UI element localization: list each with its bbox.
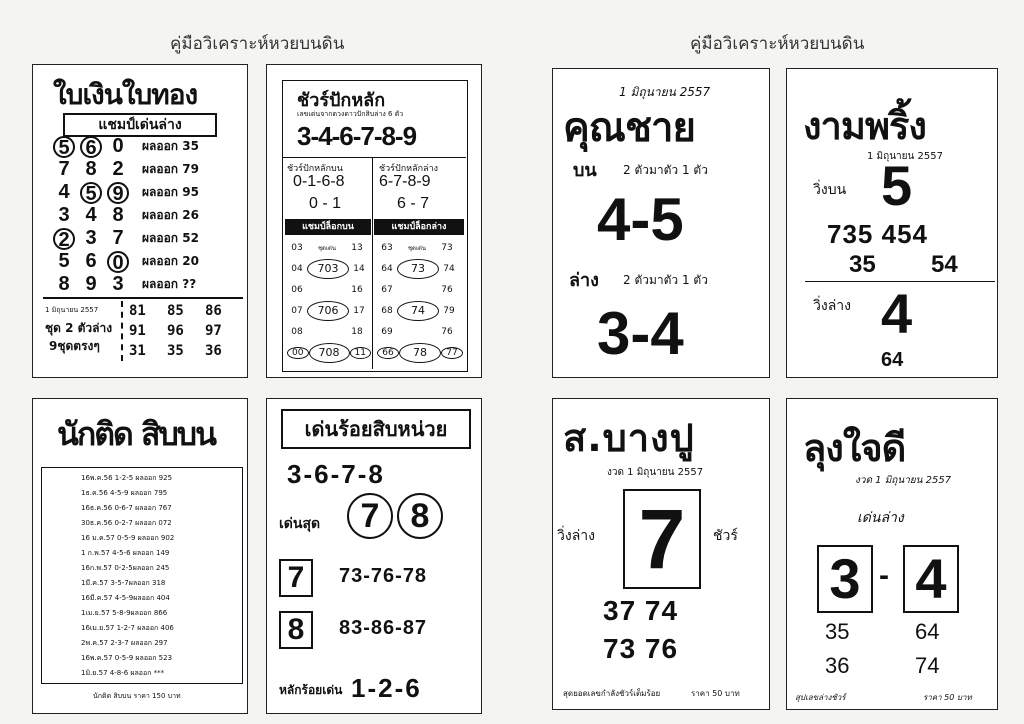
card2-right-cell: 77 [441, 347, 463, 359]
card1-digit: 6 [85, 249, 97, 272]
card2-main-digits: 3-4-6-7-8-9 [297, 121, 417, 151]
card1-grid-cell: 31 [129, 343, 146, 359]
card2-right-header: ชัวร์ปักหลักล่าง [379, 164, 439, 174]
card5-top-label: บน [573, 160, 597, 181]
card-sor-bang-pu [552, 398, 770, 710]
card1-grid-cell: 91 [129, 323, 146, 339]
card7-footer-right: ราคา 50 บาท [691, 689, 740, 698]
card1-digit: 4 [58, 180, 70, 203]
card1-digit: 9 [85, 272, 97, 295]
card8-a2: 64 [915, 619, 940, 644]
card2-subtitle: เลขเด่นจากดวงดาวปักสิบล่าง 6 ตัว [297, 110, 404, 118]
card1-grid-row [123, 301, 247, 321]
card2-left-a: 0-1-6-8 [293, 173, 345, 190]
card1-grid-cell: 97 [205, 323, 222, 339]
card2-right-row [377, 342, 463, 363]
card7-row1: 37 74 [603, 595, 679, 626]
card1-digit: 3 [112, 272, 124, 295]
card5-date: 1 มิถุนายน 2557 [619, 85, 711, 99]
card6-bottom-value: 64 [881, 349, 904, 371]
card1-grid-row [123, 341, 247, 361]
left-page-header: คู่มือวิเคราะห์หวยบนดิน [170, 34, 345, 54]
card4-title: เด่นร้อยสิบหน่วย [281, 409, 471, 449]
card2-left-cell: 08 [291, 326, 303, 337]
card2-right-row [377, 321, 463, 342]
card2-right-a: 6-7-8-9 [379, 173, 431, 190]
card8-title: ลุงใจดี [803, 426, 906, 470]
card6-row-b2: 54 [931, 251, 958, 278]
card1-number-rows [53, 135, 243, 296]
card8-b1: 36 [825, 653, 850, 678]
card1-result-label: ผลออก 95 [142, 185, 199, 199]
card1-digit: 6 [80, 136, 102, 158]
card5-top-note: 2 ตัวมาตัว 1 ตัว [623, 163, 708, 177]
card2-left-cell: 04 [291, 263, 303, 274]
card2-right-b: 6 - 7 [397, 195, 430, 212]
card1-grid-cell: 85 [167, 303, 184, 319]
card7-date: งวด 1 มิถุนายน 2557 [607, 467, 704, 478]
card3-history-row: 16มี.ค.57 4-5-9ผลออก 404 [81, 594, 170, 602]
card-nak-tid-sip-bon [32, 398, 248, 714]
card5-top-value: 4-5 [597, 186, 684, 253]
card2-right-cell: 68 [381, 305, 393, 316]
card2-right-badge: แชมป์ล็อกล่าง [374, 219, 464, 235]
card1-digit: 0 [107, 251, 129, 273]
card4-row2-val: 83-86-87 [339, 617, 428, 639]
card3-footer: นักติด สิบบน ราคา 150 บาท [93, 692, 181, 700]
card1-digit: 7 [58, 157, 70, 180]
card6-date: 1 มิถุนายน 2557 [867, 151, 943, 162]
card7-row2: 73 76 [603, 633, 679, 664]
card2-left-cell: 07 [291, 305, 303, 316]
card1-set-label2: 9ชุดตรงๆ [49, 339, 100, 353]
card1-digit: 0 [112, 134, 124, 157]
card-lung-jai-dee [786, 398, 998, 710]
card2-right-cell: ชุดเด่น [407, 244, 427, 252]
card1-digit: 8 [112, 203, 124, 226]
card1-grid-row [123, 321, 247, 341]
card1-row [53, 158, 243, 181]
card1-digit: 5 [80, 182, 102, 204]
card2-title: ชัวร์ปักหลัก [297, 90, 386, 111]
card2-right-cell: 73 [397, 259, 439, 279]
card1-grid-cell: 35 [167, 343, 184, 359]
card7-left-label: วิ่งล่าง [557, 528, 595, 544]
card2-right-table [377, 237, 463, 363]
card-bai-ngoen-bai-thong [32, 64, 248, 378]
card-ngam-pring [786, 68, 998, 378]
card1-row [53, 227, 243, 250]
card6-row-a: 735 454 [827, 219, 928, 249]
card2-right-cell: 74 [397, 301, 439, 321]
card2-right-cell: 73 [441, 242, 453, 253]
card5-bottom-note: 2 ตัวมาตัว 1 ตัว [623, 273, 708, 287]
card8-digit-2: 4 [903, 545, 959, 613]
card3-history-row: 16 ม.ค.57 0-5-9 ผลออก 902 [81, 534, 175, 542]
card5-bottom-label: ล่าง [569, 270, 599, 291]
card2-right-cell: 63 [381, 242, 393, 253]
card2-left-badge: แชมป์ล็อกบน [285, 219, 371, 235]
card1-digit: 2 [53, 228, 75, 250]
card3-history-row: 1มี.ค.57 3-5-7ผลออก 318 [81, 579, 166, 587]
card1-grid-cell: 86 [205, 303, 222, 319]
card2-right-cell: 69 [381, 326, 393, 337]
card8-date: งวด 1 มิถุนายน 2557 [855, 475, 952, 486]
card1-title: ใบเงินใบทอง [53, 78, 198, 111]
card-khun-chai [552, 68, 770, 378]
card2-right-cell: 74 [443, 263, 455, 274]
card-den-roi-sip-nuai [266, 398, 482, 714]
card1-digit: 9 [107, 182, 129, 204]
card1-digit: 7 [112, 226, 124, 249]
card4-bottom-val: 1-2-6 [351, 673, 422, 703]
card6-row-b1: 35 [849, 251, 876, 278]
card3-history-list [41, 471, 241, 681]
card6-top-digit: 5 [881, 154, 913, 217]
card2-left-row [287, 342, 371, 363]
card4-bottom-label: หลักร้อยเด่น [279, 683, 343, 697]
card1-result-label: ผลออก 26 [142, 208, 199, 222]
card8-dash: - [879, 559, 889, 592]
card1-digit: 3 [85, 226, 97, 249]
card1-grid [121, 301, 247, 361]
card2-right-cell: 67 [381, 284, 393, 295]
card2-right-cell: 64 [381, 263, 393, 274]
card3-history-row: 16เม.ย.57 1-2-7 ผลออก 406 [81, 624, 174, 632]
right-page-header: คู่มือวิเคราะห์หวยบนดิน [690, 34, 865, 54]
card2-left-row [287, 279, 371, 300]
card2-left-cell: 16 [351, 284, 363, 295]
card1-digit: 4 [85, 203, 97, 226]
card-sure-pak-lak [266, 64, 482, 378]
card8-digit-1: 3 [817, 545, 873, 613]
card2-left-cell: 14 [353, 263, 365, 274]
card2-left-cell: 17 [353, 305, 365, 316]
card4-top-digit-b: 8 [397, 493, 443, 539]
card8-b2: 74 [915, 653, 940, 678]
card2-left-b: 0 - 1 [309, 195, 342, 212]
card3-history-row: 16ก.พ.57 0-2-5ผลออก 245 [81, 564, 170, 572]
card2-right-row [377, 279, 463, 300]
card1-result-label: ผลออก 52 [142, 231, 199, 245]
card8-footer-right: ราคา 50 บาท [923, 693, 972, 702]
card1-row [53, 204, 243, 227]
card8-a1: 35 [825, 619, 850, 644]
card6-title: งามพริ้ง [803, 104, 926, 148]
card5-bottom-value: 3-4 [597, 300, 684, 367]
card2-left-row [287, 321, 371, 342]
card6-bottom-digit: 4 [881, 282, 913, 345]
card2-left-row [287, 237, 371, 258]
card6-bottom-label: วิ่งล่าง [813, 298, 851, 314]
card2-left-cell: 18 [351, 326, 363, 337]
card2-left-cell: 11 [350, 347, 372, 359]
card2-left-cell: 703 [307, 259, 349, 279]
card3-history-row: 1มิ.ย.57 4-8-6 ผลออก *** [81, 669, 165, 677]
card1-digit: 5 [58, 249, 70, 272]
card1-row [53, 250, 243, 273]
card3-history-row: 30ธ.ค.56 0-2-7 ผลออก 072 [81, 519, 172, 527]
card3-history-row: 16ธ.ค.56 0-6-7 ผลออก 767 [81, 504, 172, 512]
card2-left-cell: ชุดเด่น [317, 244, 337, 252]
card1-digit: 3 [58, 203, 70, 226]
card3-history-row: 2พ.ค.57 2-3-7 ผลออก 297 [81, 639, 168, 647]
card1-row [53, 181, 243, 204]
card1-digit: 8 [85, 157, 97, 180]
card2-right-cell: 76 [441, 326, 453, 337]
card2-right-cell: 66 [377, 347, 399, 359]
card2-right-row [377, 300, 463, 321]
card2-right-cell: 79 [443, 305, 455, 316]
card1-badge: แชมป์เด่นล่าง [63, 113, 217, 137]
card1-grid-cell: 96 [167, 323, 184, 339]
card3-history-row: 16พ.ค.57 0-5-9 ผลออก 523 [81, 654, 173, 662]
card7-right-label: ชัวร์ [713, 528, 738, 544]
card1-result-label: ผลออก 79 [142, 162, 199, 176]
card4-line1: 3-6-7-8 [287, 459, 385, 489]
card2-right-row [377, 237, 463, 258]
card1-row [53, 273, 243, 296]
card1-result-label: ผลออก ?? [142, 277, 197, 291]
card2-right-cell: 78 [399, 343, 441, 363]
card3-history-row: 1ธ.ค.56 4-5-9 ผลออก 795 [81, 489, 168, 497]
card5-title: คุณชาย [563, 105, 695, 151]
card2-left-cell: 13 [351, 242, 363, 253]
card2-left-cell: 708 [309, 343, 350, 363]
card2-left-table [287, 237, 371, 363]
card3-title: นักติด สิบบน [57, 415, 215, 453]
card1-row [53, 135, 243, 158]
card7-digit: 7 [623, 489, 701, 589]
card2-left-row [287, 300, 371, 321]
card8-label: เด่นล่าง [857, 510, 904, 526]
card1-digit: 2 [112, 157, 124, 180]
card4-top-label: เด่นสุด [279, 516, 321, 532]
card2-left-cell: 00 [287, 347, 309, 359]
card4-row1-key: 7 [279, 559, 313, 597]
card1-date: 1 มิถุนายน 2557 [45, 306, 99, 314]
card2-right-cell: 76 [441, 284, 453, 295]
card2-left-cell: 706 [307, 301, 349, 321]
card2-left-cell: 03 [291, 242, 303, 253]
card3-history-row: 1เม.ย.57 5-8-9ผลออก 866 [81, 609, 168, 617]
card1-digit: 5 [53, 136, 75, 158]
card1-grid-cell: 81 [129, 303, 146, 319]
card8-footer-left: สุปเลขล่างชัวร์ [795, 693, 846, 702]
card7-title: ส.บางปู [563, 416, 695, 460]
card4-row1-val: 73-76-78 [339, 565, 428, 587]
card4-top-digit-a: 7 [347, 493, 393, 539]
card2-left-cell: 06 [291, 284, 303, 295]
card6-top-label: วิ่งบน [813, 182, 847, 198]
card2-right-row [377, 258, 463, 279]
card3-history-row: 1 ก.พ.57 4-5-6 ผลออก 149 [81, 549, 170, 557]
card1-result-label: ผลออก 20 [142, 254, 199, 268]
card1-digit: 8 [58, 272, 70, 295]
card1-set-label: ชุด 2 ตัวล่าง [45, 321, 113, 335]
card1-result-label: ผลออก 35 [142, 139, 199, 153]
card4-row2-key: 8 [279, 611, 313, 649]
card2-left-header: ชัวร์ปักหลักบน [287, 164, 343, 174]
card2-left-row [287, 258, 371, 279]
card7-footer-left: สุดยอดเลขกำลังชัวร์เต็มร้อย [563, 689, 661, 698]
card1-grid-cell: 36 [205, 343, 222, 359]
card3-history-row: 16พ.ค.56 1-2-5 ผลออก 925 [81, 474, 173, 482]
